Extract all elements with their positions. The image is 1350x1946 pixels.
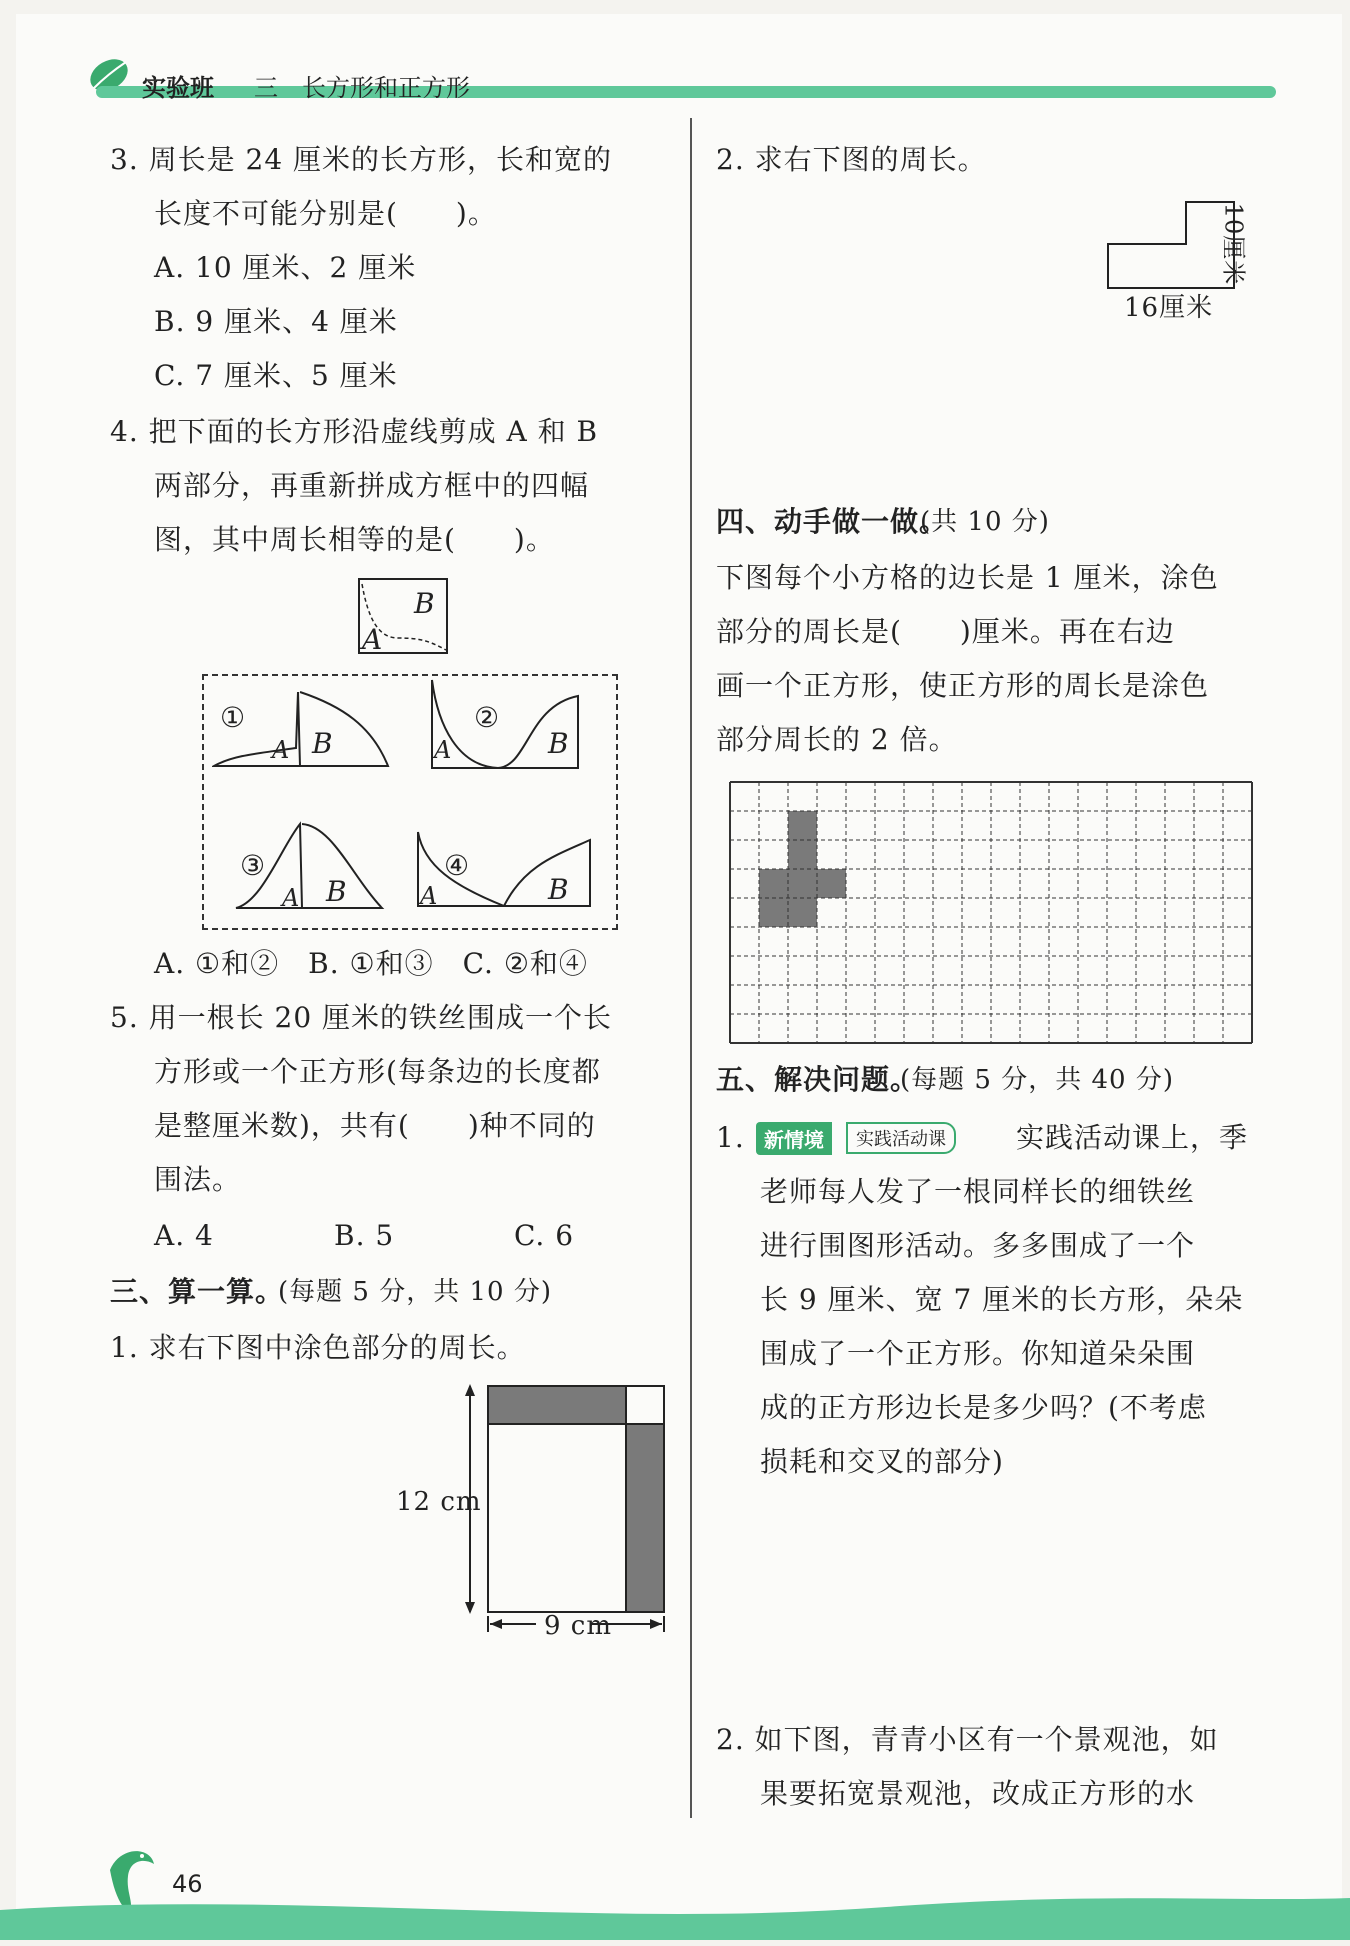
section3-q1: 1. 求右下图中涂色部分的周长。 bbox=[110, 1331, 526, 1364]
q5-line2: 方形或一个正方形(每条边的长度都 bbox=[154, 1055, 601, 1088]
shape-3-a: A bbox=[282, 884, 301, 912]
section4-title: 四、动手做一做。 bbox=[716, 505, 949, 538]
q5-line1: 5. 用一根长 20 厘米的铁丝围成一个长 bbox=[110, 1001, 613, 1034]
q4-line3: 图，其中周长相等的是( )。 bbox=[154, 523, 555, 556]
section5-q1-line3: 进行围图形活动。多多围成了一个 bbox=[760, 1229, 1196, 1262]
section5-note: (每题 5 分，共 40 分) bbox=[900, 1065, 1174, 1095]
q4-line1: 4. 把下面的长方形沿虚线剪成 A 和 B bbox=[110, 415, 599, 448]
section4-line4: 部分周长的 2 倍。 bbox=[716, 723, 958, 756]
shaded-cell bbox=[788, 811, 817, 840]
shape-4-number: ④ bbox=[444, 849, 471, 882]
shaded-cell bbox=[759, 898, 788, 927]
q4-line2: 两部分，再重新拼成方框中的四幅 bbox=[154, 469, 590, 502]
shape-3-b: B bbox=[326, 875, 348, 908]
shape-1-a: A bbox=[272, 736, 291, 764]
q5-line3: 是整厘米数)，共有( )种不同的 bbox=[154, 1109, 596, 1142]
section5-q1-line6: 成的正方形边长是多少吗？(不考虑 bbox=[760, 1391, 1207, 1424]
l-shape-width-label: 16厘米 bbox=[1124, 293, 1214, 323]
section5-q1-line1: 实践活动课上，季 bbox=[1016, 1121, 1249, 1154]
shaded-cell bbox=[788, 898, 817, 927]
width-label-9cm: 9 cm bbox=[544, 1611, 613, 1641]
shape-4-b: B bbox=[548, 873, 570, 906]
column-divider bbox=[690, 118, 692, 1818]
section4-line3: 画一个正方形，使正方形的周长是涂色 bbox=[716, 669, 1210, 702]
section5-q1-line2: 老师每人发了一根同样长的细铁丝 bbox=[760, 1175, 1196, 1208]
right-q2-text: 2. 求右下图的周长。 bbox=[716, 143, 987, 176]
section4-line1: 下图每个小方格的边长是 1 厘米，涂色 bbox=[716, 561, 1219, 594]
q5-option-c: C. 6 bbox=[514, 1219, 575, 1252]
section5-q1-line7: 损耗和交叉的部分) bbox=[760, 1445, 1004, 1478]
section4-line2: 部分的周长是( )厘米。再在右边 bbox=[716, 615, 1175, 648]
new-context-tag: 新情境 bbox=[756, 1122, 832, 1155]
height-label-12cm: 12 cm bbox=[396, 1487, 482, 1517]
fig-label-b: B bbox=[414, 587, 436, 620]
page-number: 46 bbox=[172, 1870, 203, 1898]
q4-options: A. ①和② B. ①和③ C. ②和④ bbox=[154, 947, 588, 980]
q3-line1: 3. 周长是 24 厘米的长方形，长和宽的 bbox=[110, 143, 613, 176]
shaded-cell bbox=[759, 869, 788, 898]
q3-option-c: C. 7 厘米、5 厘米 bbox=[154, 359, 398, 392]
shape-1-number: ① bbox=[220, 701, 247, 734]
shaded-cell bbox=[788, 869, 817, 898]
shape-4-a: A bbox=[420, 882, 439, 910]
l-shape-height-label: 10厘米 bbox=[1219, 202, 1248, 286]
practice-lesson-tag: 实践活动课 bbox=[846, 1122, 956, 1154]
shaded-cell bbox=[788, 840, 817, 869]
section5-q1-line5: 围成了一个正方形。你知道朵朵围 bbox=[760, 1337, 1196, 1370]
shape-1-b: B bbox=[312, 727, 334, 760]
shape-2-a: A bbox=[434, 736, 453, 764]
section5-q1-line4: 长 9 厘米、宽 7 厘米的长方形，朵朵 bbox=[760, 1283, 1244, 1316]
q3-option-b: B. 9 厘米、4 厘米 bbox=[154, 305, 398, 338]
q3-option-a: A. 10 厘米、2 厘米 bbox=[154, 251, 417, 284]
shape-2-b: B bbox=[548, 727, 570, 760]
q5-option-a: A. 4 bbox=[154, 1219, 214, 1252]
section3-title: 三、算一算。 bbox=[110, 1275, 285, 1308]
shaded-cell bbox=[817, 869, 846, 898]
fig-label-a: A bbox=[362, 623, 384, 656]
square-grid bbox=[728, 780, 1254, 1044]
q5-option-b: B. 5 bbox=[334, 1219, 395, 1252]
header-brand: 实验班 bbox=[142, 74, 214, 102]
section5-q2-line2: 果要拓宽景观池，改成正方形的水 bbox=[760, 1777, 1196, 1810]
footer-wave bbox=[0, 1880, 1350, 1940]
header-chapter: 三 长方形和正方形 bbox=[254, 74, 470, 102]
section5-q1-number: 1. bbox=[716, 1121, 745, 1154]
shape-3-number: ③ bbox=[240, 849, 267, 882]
section4-note: (共 10 分) bbox=[920, 507, 1050, 537]
section5-q2-line1: 2. 如下图，青青小区有一个景观池，如 bbox=[716, 1723, 1219, 1756]
q5-line4: 围法。 bbox=[154, 1163, 242, 1196]
q3-line2: 长度不可能分别是( )。 bbox=[154, 197, 497, 230]
section3-note: (每题 5 分，共 10 分) bbox=[278, 1277, 552, 1307]
shape-2-number: ② bbox=[474, 701, 501, 734]
section5-title: 五、解决问题。 bbox=[716, 1063, 920, 1096]
